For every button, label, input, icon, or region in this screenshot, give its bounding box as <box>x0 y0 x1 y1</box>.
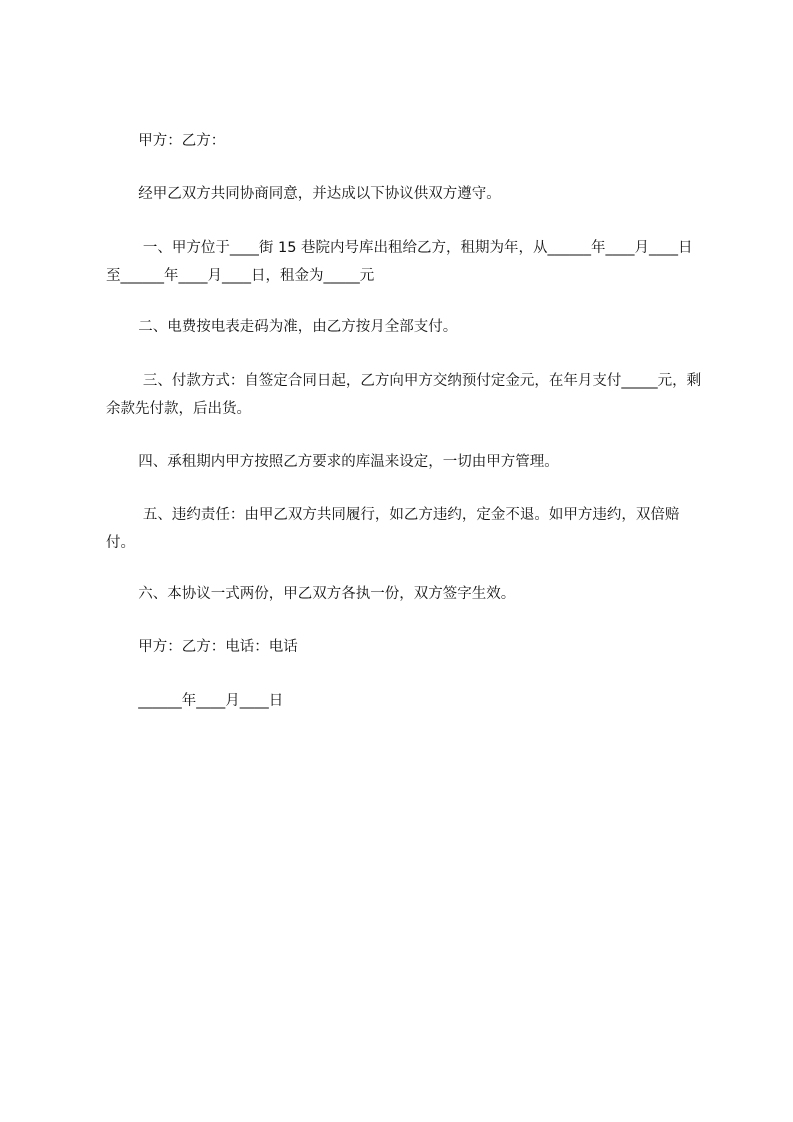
intro-paragraph: 经甲乙双方共同协商同意，并达成以下协议供双方遵守。 <box>106 186 501 202</box>
clause-2-electricity: 二、电费按电表走码为准，由乙方按月全部支付。 <box>106 319 458 335</box>
clause-5-liability: 五、违约责任：由甲乙双方共同履行，如乙方违约，定金不退。如甲方违约，双倍赔付。 <box>106 507 680 551</box>
signature-line: 甲方：乙方：电话：电话 <box>106 639 298 655</box>
date-line: ______年____月____日 <box>106 693 284 709</box>
party-heading: 甲方：乙方： <box>106 133 226 149</box>
clause-6-copies: 六、本协议一式两份，甲乙双方各执一份，双方签字生效。 <box>106 586 516 602</box>
clause-4-management: 四、承租期内甲方按照乙方要求的库温来设定，一切由甲方管理。 <box>106 454 559 470</box>
clause-1-location-and-term: 一、甲方位于____街 15 巷院内号库出租给乙方，租期为年，从______年____月____日至______年____月____日，租金为_____元 <box>106 240 693 284</box>
clause-3-payment: 三、付款方式：自签定合同日起，乙方向甲方交纳预付定金元，在年月支付_____元，剩余款先付款，后出货。 <box>106 373 702 417</box>
